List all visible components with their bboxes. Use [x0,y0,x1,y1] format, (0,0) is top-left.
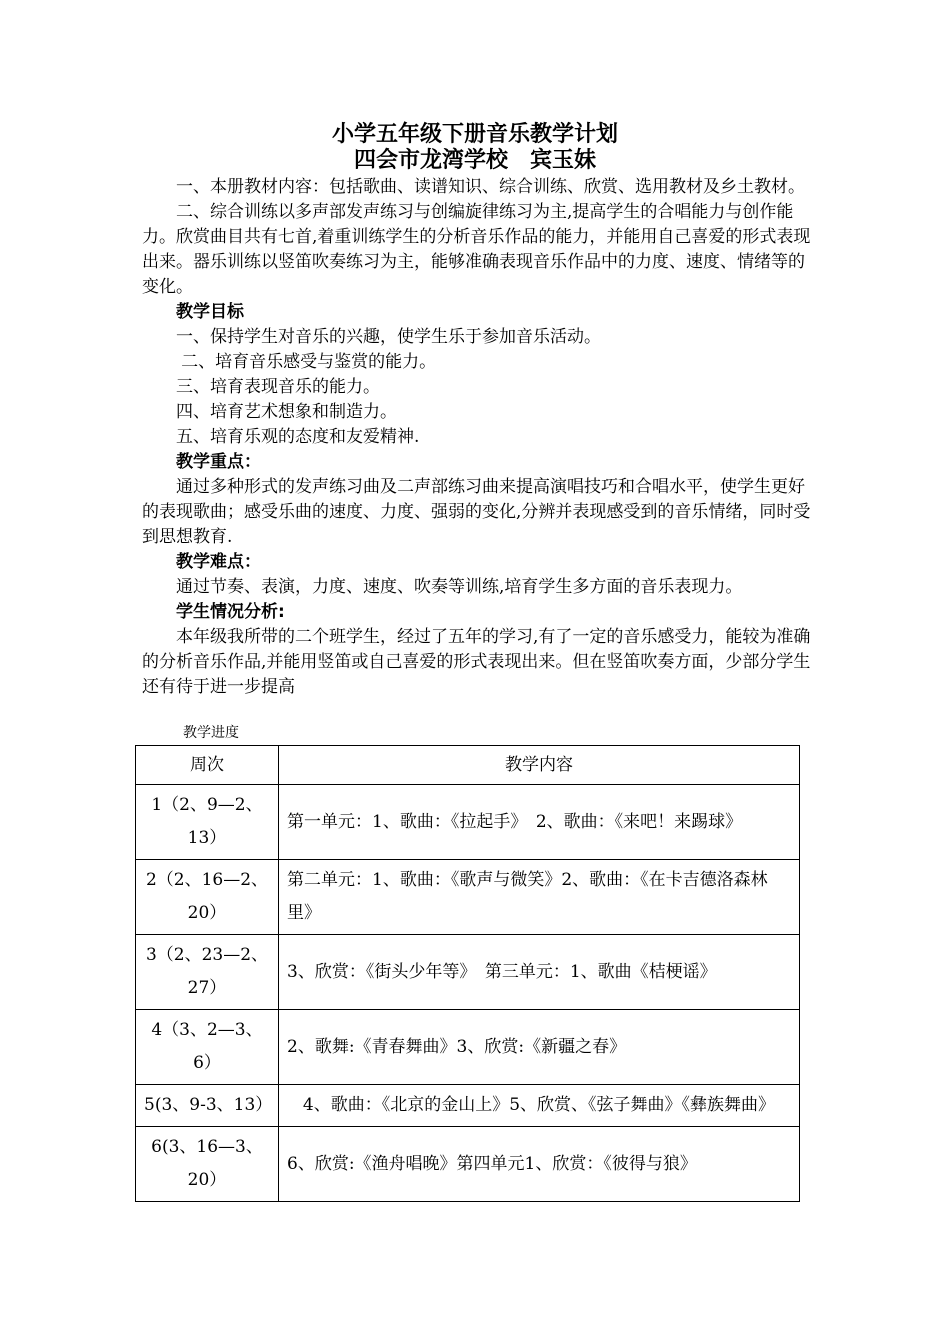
paragraph: 一、本册教材内容：包括歌曲、读谱知识、综合训练、欣赏、选用教材及乡土教材。 [176,177,805,197]
section-heading: 学生情况分析: [176,602,285,622]
column-header-week: 周次 [136,746,279,785]
table-row [136,1010,800,1085]
content-cell: 3、欣赏：《街头少年等》 第三单元：1、歌曲《桔梗谣》 [279,935,800,1010]
content-cell: 6、欣赏:《渔舟唱晚》第四单元1、欣赏：《彼得与狼》 [279,1127,800,1202]
section-heading: 教学目标 [176,302,244,322]
table-row [136,935,800,1010]
section-heading: 教学重点： [176,452,261,472]
table-row [136,1085,800,1127]
section-heading: 教学难点： [176,552,261,572]
paragraph: 五、培育乐观的态度和友爱精神. [176,427,420,447]
week-cell: 1（2、9—2、13） [136,785,279,860]
paragraph: 一、保持学生对音乐的兴趣，使学生乐于参加音乐活动。 [176,327,601,347]
table-header-row [136,746,800,785]
week-cell: 3（2、23—2、27） [136,935,279,1010]
paragraph: 二、综合训练以多声部发声练习与创编旋律练习为主,提高学生的合唱能力与创作能力。欣赏曲目共有七首,着重训练学生的分析音乐作品的能力，并能用自己喜爱的形式表现出来。器乐训练以竖笛吹奏练习为主，能够准确表现音乐作品中的力度、速度、情绪等的变化。 [142,202,811,297]
week-cell: 2（2、16—2、20） [136,860,279,935]
week-cell: 5(3、9-3、13） [136,1085,279,1127]
content-cell: 4、歌曲：《北京的金山上》5、欣赏、《弦子舞曲》《彝族舞曲》 [279,1085,800,1127]
content-cell: 第一单元：1、歌曲：《拉起手》 2、歌曲：《来吧！来踢球》 [279,785,800,860]
document-subtitle: 四会市龙湾学校 宾玉妹 [353,148,596,173]
paragraph: 四、培育艺术想象和制造力。 [176,402,397,422]
schedule-label: 教学进度 [183,725,239,741]
week-cell: 6(3、16—3、20） [136,1127,279,1202]
content-cell: 第二单元：1、歌曲：《歌声与微笑》2、歌曲：《在卡吉德洛森林里》 [279,860,800,935]
paragraph: 本年级我所带的二个班学生，经过了五年的学习,有了一定的音乐感受力，能较为准确的分析音乐作品,并能用竖笛或自己喜爱的形式表现出来。但在竖笛吹奏方面，少部分学生还有待于进一步提高 [142,627,811,697]
paragraph: 通过多种形式的发声练习曲及二声部练习曲来提高演唱技巧和合唱水平，使学生更好的表现歌曲；感受乐曲的速度、力度、强弱的变化,分辨并表现感受到的音乐情绪，同时受到思想教育. [142,477,811,547]
column-header-content: 教学内容 [279,746,800,785]
document-title: 小学五年级下册音乐教学计划 [331,122,618,147]
paragraph: 二、培育音乐感受与鉴赏的能力。 [181,352,437,372]
table-row [136,785,800,860]
content-cell: 2、歌舞:《青春舞曲》3、欣赏:《新疆之春》 [279,1010,800,1085]
paragraph: 三、培育表现音乐的能力。 [176,377,380,397]
document-body [142,175,814,700]
week-cell: 4（3、2—3、6） [136,1010,279,1085]
paragraph: 通过节奏、表演，力度、速度、吹奏等训练,培育学生多方面的音乐表现力。 [176,577,743,597]
table-row [136,860,800,935]
table-row [136,1127,800,1202]
schedule-table [135,745,800,1202]
